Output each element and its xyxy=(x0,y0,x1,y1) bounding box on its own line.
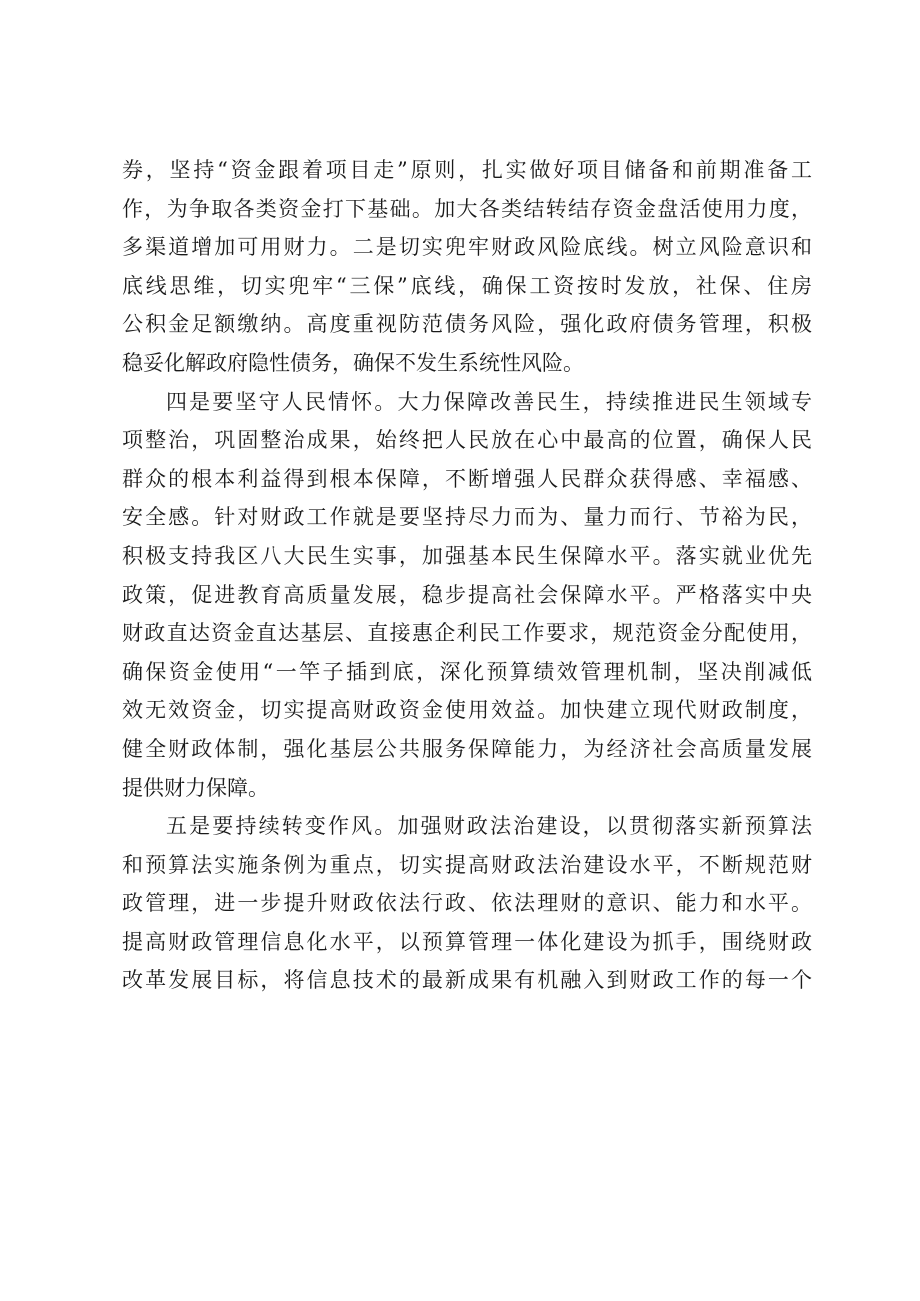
text-line: 提高财政管理信息化水平，以预算管理一体化建设为抓手，围绕财政 xyxy=(122,929,812,954)
paragraph-1 xyxy=(122,151,812,383)
text-line: 项整治，巩固整治成果，始终把人民放在心中最高的位置，确保人民 xyxy=(122,428,812,453)
text-line: 积极支持我区八大民生实事，加强基本民生保障水平。落实就业优先 xyxy=(122,543,812,568)
text-line: 政管理，进一步提升财政依法行政、依法理财的意识、能力和水平。 xyxy=(122,891,812,916)
paragraph-2 xyxy=(122,383,812,808)
body-text xyxy=(122,151,812,1000)
text-line: 作，为争取各类资金打下基础。加大各类结转结存资金盘活使用力度， xyxy=(122,196,812,221)
text-line: 五是要持续转变作风。加强财政法治建设，以贯彻落实新预算法 xyxy=(166,814,812,839)
text-line: 效无效资金，切实提高财政资金使用效益。加快建立现代财政制度， xyxy=(122,698,812,723)
text-line: 确保资金使用“一竿子插到底，深化预算绩效管理机制，坚决削减低 xyxy=(122,659,812,684)
text-line: 券，坚持“资金跟着项目走”原则，扎实做好项目储备和前期准备工 xyxy=(122,158,812,182)
text-line: 多渠道增加可用财力。二是切实兜牢财政风险底线。树立风险意识和 xyxy=(122,235,812,260)
text-line: 公积金足额缴纳。高度重视防范债务风险，强化政府债务管理，积极 xyxy=(122,312,812,337)
text-line: 健全财政体制，强化基层公共服务保障能力，为经济社会高质量发展 xyxy=(122,736,812,761)
text-line: 改革发展目标，将信息技术的最新成果有机融入到财政工作的每一个 xyxy=(122,968,812,993)
text-line: 政策，促进教育高质量发展，稳步提高社会保障水平。严格落实中央 xyxy=(122,582,812,607)
text-line: 四是要坚守人民情怀。大力保障改善民生，持续推进民生领域专 xyxy=(166,389,812,414)
text-line: 安全感。针对财政工作就是要坚持尽力而为、量力而行、节裕为民， xyxy=(122,505,812,530)
text-line: 底线思维，切实兜牢“三保”底线，确保工资按时发放，社保、住房 xyxy=(122,273,812,298)
text-line: 群众的根本利益得到根本保障，不断增强人民群众获得感、幸福感、 xyxy=(122,466,812,491)
paragraph-3 xyxy=(122,807,812,1000)
text-line: 稳妥化解政府隐性债务，确保不发生系统性风险。 xyxy=(122,350,584,375)
text-line: 和预算法实施条例为重点，切实提高财政法治建设水平，不断规范财 xyxy=(122,852,812,877)
text-line: 财政直达资金直达基层、直接惠企利民工作要求，规范资金分配使用， xyxy=(122,621,812,646)
text-line: 提供财力保障。 xyxy=(122,775,269,800)
